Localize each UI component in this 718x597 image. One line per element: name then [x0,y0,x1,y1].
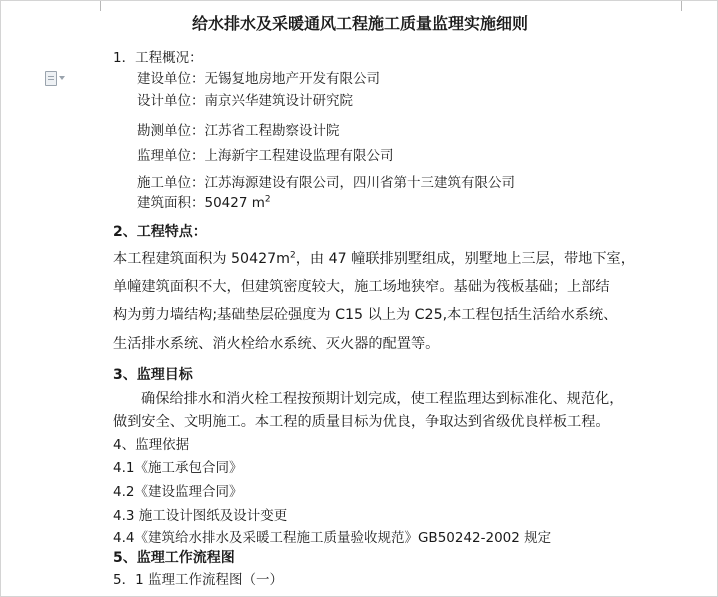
crop-mark [90,1,101,11]
section-4-heading: 4、监理依据 [113,437,190,453]
section-2-paragraph-line: 生活排水系统、消火栓给水系统、灭火器的配置等。 [113,336,440,352]
chevron-down-icon [59,76,65,80]
basis-item: 4.2《建设监理合同》 [113,484,243,500]
building-area-value: 建筑面积：50427 m [137,195,265,211]
flowchart-subheading: 5．1 监理工作流程图（一） [113,572,283,588]
building-area [137,194,271,212]
basis-item: 4.4《建筑给水排水及采暖工程施工质量验收规范》GB50242-2002 规定 [113,530,552,546]
contractor-unit: 施工单位：江苏海源建设有限公司，四川省第十三建筑有限公司 [137,175,515,191]
section-3-paragraph-line: 确保给排水和消火栓工程按预期计划完成，使工程监理达到标准化、规范化， [141,391,624,407]
construction-unit: 建设单位：无锡复地房地产开发有限公司 [137,71,380,87]
crop-mark [681,1,692,11]
section-2-paragraph-line: 构为剪力墙结构;基础垫层砼强度为 C15 以上为 C25,本工程包括生活给水系统、 [113,307,618,323]
text-run: 本工程建筑面积为 50427m [113,251,290,267]
design-unit: 设计单位：南京兴华建筑设计研究院 [137,93,353,109]
section-1-heading: 1．工程概况： [113,50,203,66]
basis-item: 4.3 施工设计图纸及设计变更 [113,508,288,524]
text-run: ，由 47 幢联排别墅组成，别墅地上三层，带地下室， [295,251,635,267]
section-3-heading: 3、监理目标 [113,367,193,383]
area-unit-superscript: 2 [264,194,271,205]
section-2-heading: 2、工程特点： [113,224,207,240]
supervision-unit: 监理单位：上海新宇工程建设监理有限公司 [137,148,394,164]
section-5-heading: 5、监理工作流程图 [113,550,235,566]
section-2-paragraph-line [113,249,635,269]
document-icon [45,71,57,86]
section-3-paragraph-line: 做到安全、文明施工。本工程的质量目标为优良，争取达到省级优良样板工程。 [113,414,610,430]
document-options-button[interactable] [45,69,73,87]
area-unit-superscript: 2 [289,250,296,261]
survey-unit: 勘测单位：江苏省工程勘察设计院 [137,123,340,139]
basis-item: 4.1《施工承包合同》 [113,460,243,476]
section-2-paragraph-line: 单幢建筑面积不大，但建筑密度较大，施工场地狭窄。基础为筏板基础；上部结 [113,279,610,295]
document-title: 给水排水及采暖通风工程施工质量监理实施细则 [191,14,528,33]
